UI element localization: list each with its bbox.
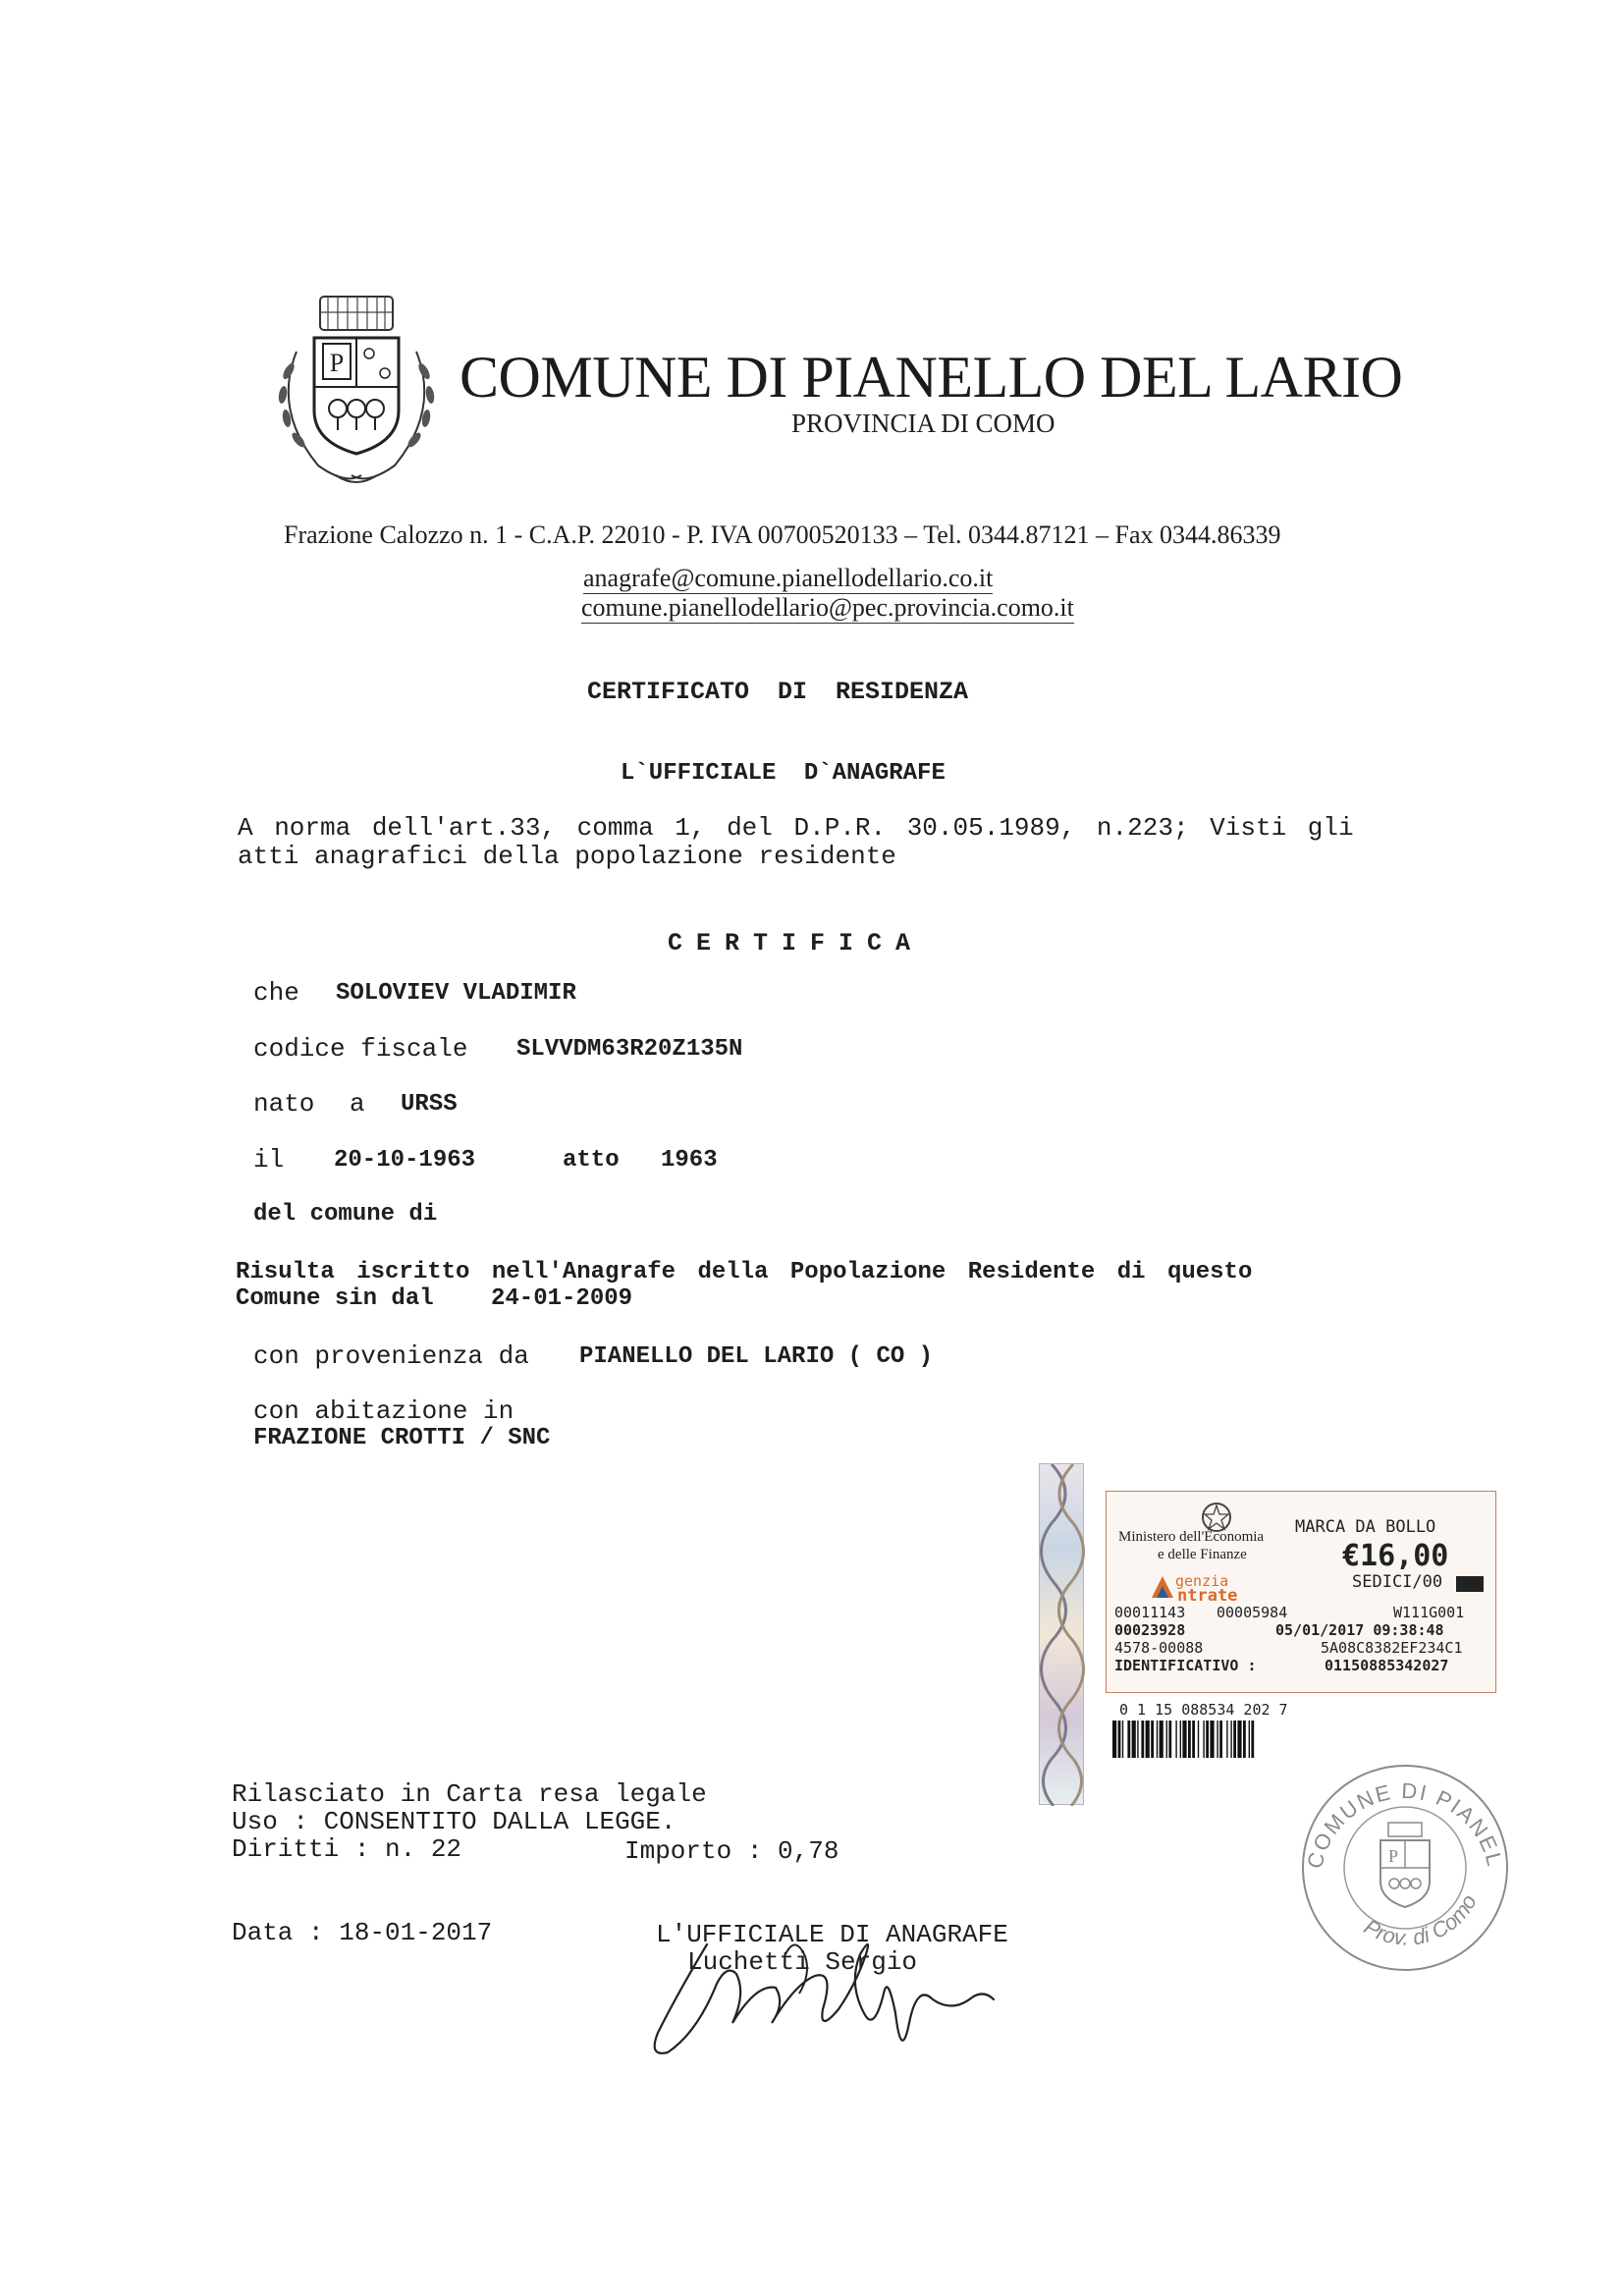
barcode-bar — [1219, 1721, 1222, 1758]
contact-line: Frazione Calozzo n. 1 - C.A.P. 22010 - P. IVA 00700520133 – Tel. 0344.87121 – Fax 0344.86339 — [284, 520, 1281, 549]
code-row2-a: 00023928 — [1114, 1621, 1186, 1639]
legal-reference-line-1: A norma dell'art.33, comma 1, del D.P.R. 30.05.1989, n.223; Visti gli — [238, 813, 1354, 843]
barcode-bar — [1237, 1721, 1241, 1758]
stamp-label — [1106, 1491, 1496, 1693]
agency-line-1: genzia — [1175, 1572, 1229, 1590]
seal-bottom-text: Prov. di Como — [1359, 1889, 1482, 1950]
barcode-bar — [1249, 1721, 1250, 1758]
address-value: FRAZIONE CROTTI / SNC — [253, 1425, 551, 1451]
barcode-bar — [1112, 1721, 1116, 1758]
barcode-bar — [1127, 1721, 1130, 1758]
barcode-bar — [1141, 1721, 1144, 1758]
barcode-bar — [1137, 1721, 1138, 1758]
barcode-bar — [1226, 1721, 1227, 1758]
identificativo-value: 01150885342027 — [1325, 1657, 1449, 1674]
person-name: SOLOVIEV VLADIMIR — [336, 980, 576, 1007]
stamp-black-mark — [1456, 1576, 1484, 1592]
barcode-bar — [1175, 1721, 1176, 1758]
barcode-bar — [1157, 1721, 1158, 1758]
a-label: a — [350, 1089, 365, 1119]
barcode-bar — [1166, 1721, 1167, 1758]
hologram-strip — [1039, 1463, 1084, 1805]
barcode-bar — [1151, 1721, 1154, 1758]
barcode-bar — [1160, 1721, 1163, 1758]
barcode-bar — [1192, 1721, 1195, 1758]
importo-line: Importo : 0,78 — [624, 1836, 839, 1866]
barcode-bar — [1233, 1721, 1236, 1758]
code-row1-c: W111G001 — [1393, 1604, 1465, 1621]
issued-line: Rilasciato in Carta resa legale — [232, 1779, 707, 1809]
province-subtitle: PROVINCIA DI COMO — [791, 409, 1055, 438]
atto-value: 1963 — [661, 1147, 718, 1174]
crest-logo — [267, 293, 446, 497]
abitazione-label: con abitazione in — [253, 1396, 514, 1426]
code-row1-b: 00005984 — [1217, 1604, 1288, 1621]
barcode-bar — [1210, 1721, 1214, 1758]
residence-since-label: Comune sin dal — [236, 1285, 434, 1312]
municipality-title: COMUNE DI PIANELLO DEL LARIO — [460, 345, 1403, 410]
barcode-bar — [1198, 1721, 1199, 1758]
il-label: il — [253, 1145, 285, 1175]
barcode-bar — [1132, 1721, 1136, 1758]
codice-fiscale-value: SLVVDM63R20Z135N — [516, 1036, 743, 1063]
hologram-wave-icon — [1040, 1464, 1085, 1806]
residence-line-1: Risulta iscritto nell'Anagrafe della Popolazione Residente di questo — [236, 1259, 1253, 1285]
barcode-bar — [1146, 1721, 1150, 1758]
stamp-amount-words: SEDICI/00 — [1352, 1572, 1443, 1592]
handwritten-signature — [638, 1915, 1001, 2067]
code-row1-a: 00011143 — [1114, 1604, 1186, 1621]
identificativo-label: IDENTIFICATIVO : — [1114, 1657, 1257, 1674]
svg-text:COMUNE DI PIANELLO DEL LARIO — [1292, 1752, 1507, 1871]
code-row2-b: 05/01/2017 09:38:48 — [1275, 1621, 1444, 1639]
municipal-seal — [1292, 1752, 1518, 1978]
stamp-amount: €16,00 — [1342, 1539, 1449, 1573]
barcode-bar — [1118, 1721, 1121, 1758]
document-title: CERTIFICATO DI RESIDENZA — [587, 678, 969, 706]
barcode-bar — [1122, 1721, 1123, 1758]
certifica-heading: CERTIFICA — [668, 929, 925, 957]
pec-link[interactable]: comune.pianellodellario@pec.provincia.como.it — [581, 593, 1074, 622]
date-line: Data : 18-01-2017 — [232, 1918, 493, 1947]
comune-label: del comune di — [253, 1201, 438, 1228]
crest-emblem-icon — [267, 293, 446, 497]
crest-letter: P — [329, 349, 345, 377]
barcode-bar — [1188, 1721, 1191, 1758]
birth-date-value: 20-10-1963 — [334, 1147, 476, 1174]
barcode-bar — [1230, 1721, 1231, 1758]
residence-since-date: 24-01-2009 — [491, 1285, 633, 1312]
barcode-bar — [1180, 1721, 1181, 1758]
barcode-bar — [1203, 1721, 1204, 1758]
codice-fiscale-label: codice fiscale — [253, 1034, 468, 1064]
barcode-bar — [1182, 1721, 1186, 1758]
officer-title: L'UFFICIALE DI ANAGRAFE — [656, 1920, 1008, 1949]
ministry-line-2: e delle Finanze — [1158, 1547, 1247, 1562]
barcode-bar — [1168, 1721, 1171, 1758]
seal-top-text: COMUNE DI PIANEL — [1302, 1777, 1508, 1872]
agency-line-2: ntrate — [1177, 1586, 1238, 1606]
agency-logo-icon — [1150, 1574, 1175, 1600]
officer-name: Luchetti Sergio — [687, 1947, 918, 1977]
atto-label: atto — [563, 1147, 620, 1174]
che-label: che — [253, 978, 299, 1008]
email-link[interactable]: anagrafe@comune.pianellodellario.co.it — [583, 564, 994, 592]
ministry-line-1: Ministero dell'Economia — [1118, 1529, 1265, 1545]
barcode-bar — [1251, 1721, 1254, 1758]
barcode-bar — [1206, 1721, 1209, 1758]
barcode-digits: 0 1 15 088534 202 7 — [1119, 1701, 1288, 1719]
seal-emblem-icon — [1292, 1752, 1518, 1978]
uso-line: Uso : CONSENTITO DALLA LEGGE. — [232, 1807, 676, 1836]
diritti-line: Diritti : n. 22 — [232, 1834, 462, 1864]
seal-letter: P — [1387, 1846, 1399, 1866]
provenienza-label: con provenienza da — [253, 1341, 529, 1371]
code-row3-b: 5A08C8382EF234C1 — [1321, 1639, 1463, 1657]
legal-reference-line-2: atti anagrafici della popolazione residente — [238, 842, 896, 871]
code-row3-a: 4578-00088 — [1114, 1639, 1204, 1657]
provenienza-value: PIANELLO DEL LARIO ( CO ) — [579, 1343, 934, 1370]
officer-heading: L`UFFICIALE D`ANAGRAFE — [621, 760, 946, 787]
marca-da-bollo-label: MARCA DA BOLLO — [1295, 1517, 1436, 1537]
barcode-bar — [1243, 1721, 1246, 1758]
nato-label: nato — [253, 1089, 315, 1119]
birthplace-value: URSS — [401, 1091, 458, 1118]
